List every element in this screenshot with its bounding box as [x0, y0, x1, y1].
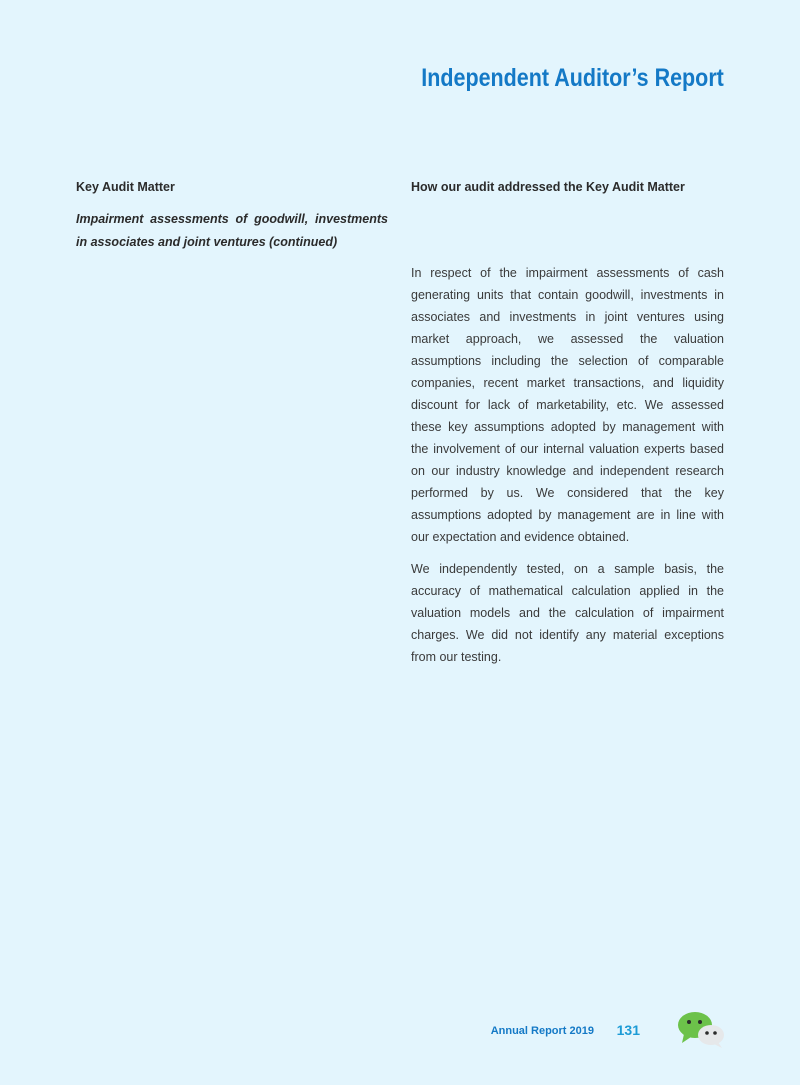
audit-response-body: [411, 262, 724, 678]
audit-response-heading: How our audit addressed the Key Audit Matter: [411, 180, 685, 194]
key-audit-matter-heading: Key Audit Matter: [76, 180, 175, 194]
response-paragraph: In respect of the impairment assessments of cash generating units that contain goodwill, investments in associates and investments in joint ventures using market approach, we assessed the valuation assumptions including the selection of comparable companies, recent market transactions, and liquidity discount for lack of marketability, etc. We assessed these key assumptions adopted by management with the involvement of our internal valuation experts based on our industry knowledge and independent research performed by us. We considered that the key assumptions adopted by management are in line with our expectation and evidence obtained.: [411, 266, 724, 544]
page-title: Independent Auditor’s Report: [421, 64, 724, 92]
key-audit-matter-title: Impairment assessments of goodwill, investments in associates and joint ventures (continued): [76, 212, 388, 249]
report-name: Annual Report 2019: [490, 1025, 594, 1037]
chat-bubbles-icon: [676, 1010, 726, 1050]
page-footer: [0, 1016, 800, 1056]
response-paragraph: We independently tested, on a sample basis, the accuracy of mathematical calculation applied in the valuation models and the calculation of impairment charges. We did not identify any material exceptions from our testing.: [411, 562, 724, 664]
page-number: 131: [616, 1022, 640, 1038]
